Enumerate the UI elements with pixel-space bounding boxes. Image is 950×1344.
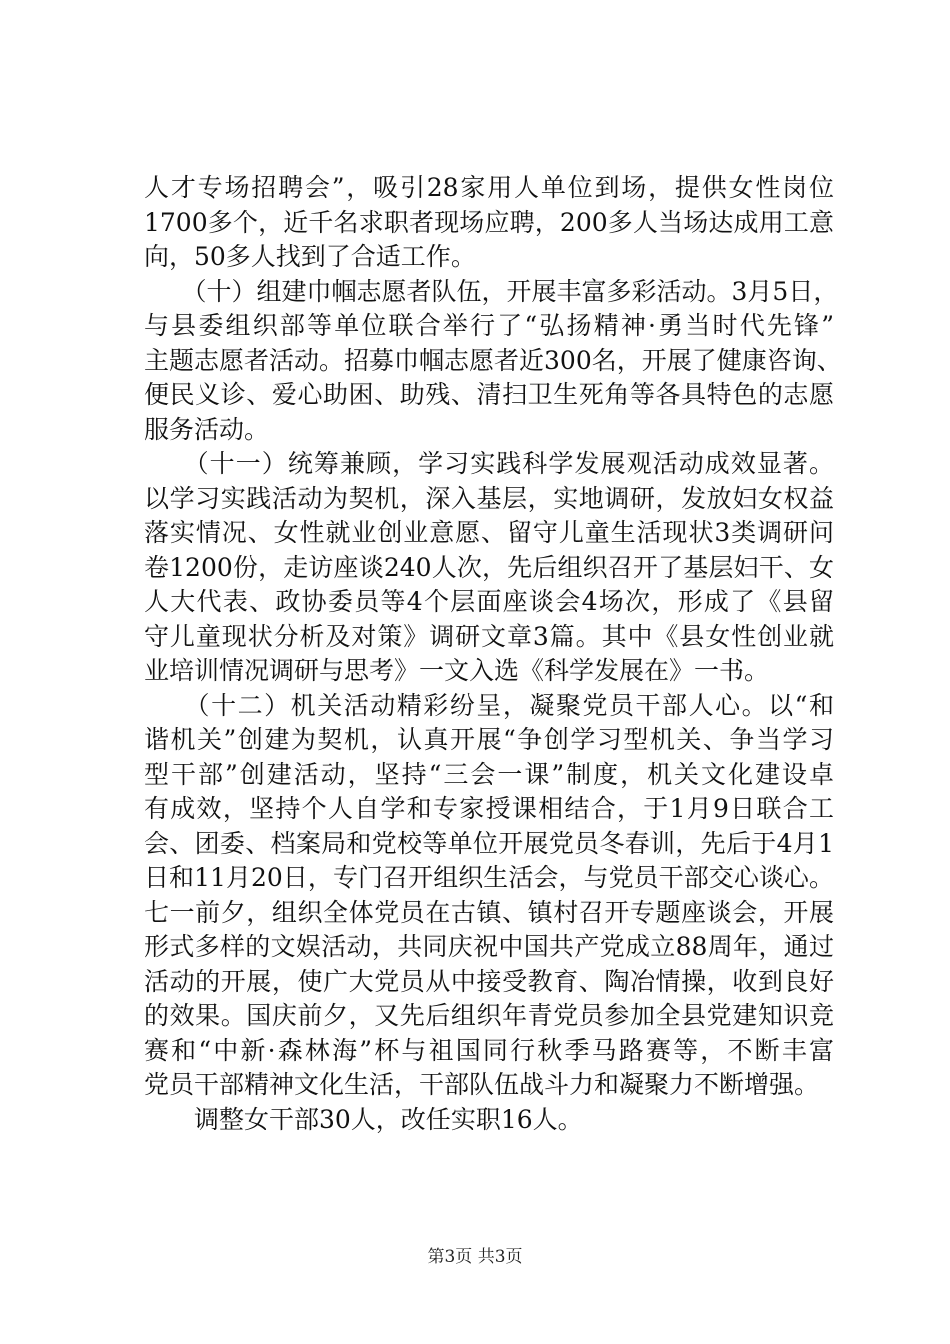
page-number-label: 第3页 共3页	[427, 1247, 523, 1267]
text-line: 以学习实践活动为契机，深入基层，实地调研，发放妇女权益	[144, 483, 834, 513]
text-line: 人才专场招聘会”，吸引28家用人单位到场，提供女性岗位	[144, 173, 834, 202]
document-body	[144, 171, 842, 1137]
paragraph-3	[144, 447, 834, 689]
text-line: 主题志愿者活动。招募巾帼志愿者近300名，开展了健康咨询、	[144, 345, 842, 375]
paragraph-5	[144, 1103, 834, 1138]
text-line: 守儿童现状分析及对策》调研文章3篇。其中《县女性创业就	[144, 621, 834, 651]
text-line: （十）组建巾帼志愿者队伍，开展丰富多彩活动。3月5日，	[144, 276, 839, 306]
text-line: 调整女干部30人，改任实职16人。	[144, 1104, 583, 1134]
text-line: 向，50多人找到了合适工作。	[144, 242, 476, 271]
text-line: 活动的开展，使广大党员从中接受教育、陶冶情操，收到良好	[144, 966, 834, 996]
text-line: 型干部”创建活动，坚持“三会一课”制度，机关文化建设卓	[144, 759, 834, 789]
text-line: 七一前夕，组织全体党员在古镇、镇村召开专题座谈会，开展	[144, 897, 834, 927]
text-line: 赛和“中新·森林海”杯与祖国同行秋季马路赛等，不断丰富	[144, 1035, 834, 1065]
text-line: 的效果。国庆前夕，又先后组织年青党员参加全县党建知识竞	[144, 1001, 834, 1030]
paragraph-4	[144, 689, 834, 1103]
text-line: 谐机关”创建为契机，认真开展“争创学习型机关、争当学习	[144, 725, 834, 754]
text-line: 形式多样的文娱活动，共同庆祝中国共产党成立88周年，通过	[144, 932, 834, 961]
text-line: 有成效，坚持个人自学和专家授课相结合，于1月9日联合工	[144, 794, 834, 823]
page-footer	[0, 1242, 950, 1267]
paragraph-2	[144, 275, 842, 448]
text-line: 与县委组织部等单位联合举行了“弘扬精神·勇当时代先锋”	[144, 311, 834, 340]
text-line: 1700多个，近千名求职者现场应聘，200多人当场达成用工意	[144, 207, 834, 237]
text-line: 卷1200份，走访座谈240人次，先后组织召开了基层妇干、女	[144, 552, 834, 582]
text-line: 服务活动。	[144, 414, 270, 444]
text-line: 便民义诊、爱心助困、助残、清扫卫生死角等各具特色的志愿	[144, 380, 834, 409]
text-line: 日和11月20日，专门召开组织生活会，与党员干部交心谈心。	[144, 863, 834, 892]
text-line: （十二）机关活动精彩纷呈，凝聚党员干部人心。以“和	[144, 690, 834, 720]
paragraph-1	[144, 171, 834, 275]
text-line: 业培训情况调研与思考》一文入选《科学发展在》一书。	[144, 656, 770, 685]
text-line: 落实情况、女性就业创业意愿、留守儿童生活现状3类调研问	[144, 518, 834, 547]
text-line: 会、团委、档案局和党校等单位开展党员冬春训，先后于4月1	[144, 828, 834, 858]
text-line: （十一）统筹兼顾，学习实践科学发展观活动成效显著。	[144, 449, 834, 478]
text-line: 党员干部精神文化生活，干部队伍战斗力和凝聚力不断增强。	[144, 1070, 820, 1099]
text-line: 人大代表、政协委员等4个层面座谈会4场次，形成了《县留	[144, 587, 834, 616]
